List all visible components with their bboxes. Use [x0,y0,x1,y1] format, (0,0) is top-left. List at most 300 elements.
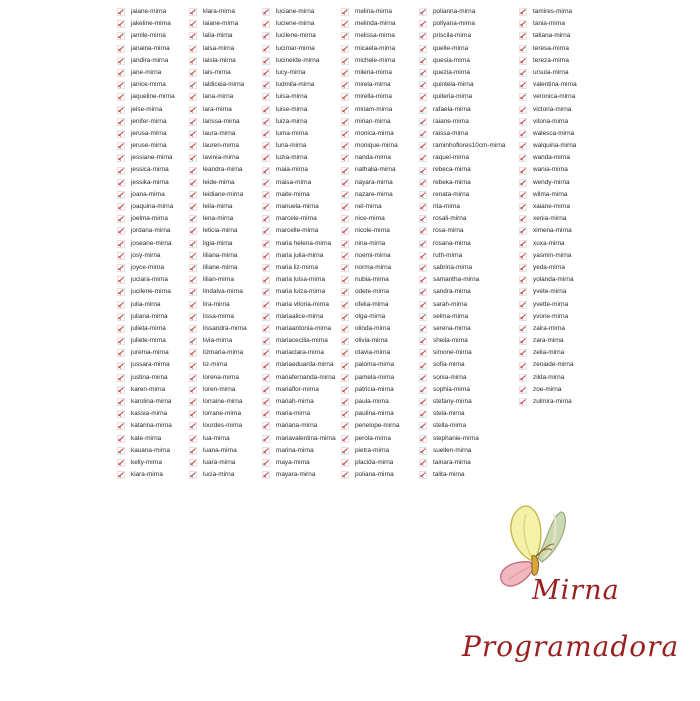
file-item[interactable] [419,372,505,384]
file-item[interactable] [117,18,175,30]
file-name: lizmaria-mirna [203,349,244,357]
file-item[interactable] [117,286,175,298]
file-name: xenia-mirna [533,215,567,223]
file-item[interactable] [341,250,399,262]
file-item[interactable] [341,433,399,445]
file-item[interactable] [419,445,505,457]
file-item[interactable] [189,408,247,420]
file-item[interactable] [519,384,577,396]
file-item[interactable] [519,311,577,323]
file-name: lara-mirna [203,105,232,113]
file-item[interactable] [189,396,247,408]
file-item[interactable] [262,30,336,42]
file-item[interactable] [262,250,336,262]
file-name: luana-mirna [203,446,237,454]
file-item[interactable] [189,213,247,225]
file-item[interactable] [341,91,399,103]
file-item[interactable] [341,116,399,128]
file-item[interactable] [262,225,336,237]
file-item[interactable] [117,250,175,262]
file-item[interactable] [262,43,336,55]
file-item[interactable] [519,347,577,359]
file-item[interactable] [262,457,336,469]
file-item[interactable] [341,359,399,371]
file-item[interactable] [262,238,336,250]
file-item[interactable] [262,408,336,420]
file-item[interactable] [341,335,399,347]
file-item[interactable] [341,299,399,311]
file-name: olga-mirna [355,312,386,320]
file-item[interactable] [262,420,336,432]
embroidery-file-icon [189,154,197,162]
file-item[interactable] [117,79,175,91]
file-item[interactable] [519,250,577,262]
file-item[interactable] [262,347,336,359]
file-item[interactable] [419,6,505,18]
embroidery-file-icon [519,69,527,77]
file-item[interactable] [189,384,247,396]
file-item[interactable] [189,323,247,335]
file-item[interactable] [189,335,247,347]
file-name: lucineide-mirna [276,56,320,64]
file-item[interactable] [519,177,577,189]
file-item[interactable] [117,311,175,323]
file-item[interactable] [419,359,505,371]
file-item[interactable] [117,225,175,237]
file-name: melissa-mirna [355,32,395,40]
embroidery-file-icon [117,264,125,272]
file-item[interactable] [519,140,577,152]
file-item[interactable] [117,43,175,55]
embroidery-file-icon [189,252,197,260]
file-item[interactable] [419,420,505,432]
embroidery-file-icon [117,276,125,284]
embroidery-file-icon [262,374,270,382]
file-item[interactable] [341,408,399,420]
file-name: lindalva-mirna [203,288,243,296]
file-item[interactable] [189,262,247,274]
file-item[interactable] [189,445,247,457]
file-item[interactable] [341,347,399,359]
file-item[interactable] [189,311,247,323]
file-item[interactable] [117,359,175,371]
embroidery-file-icon [419,203,427,211]
file-item[interactable] [117,6,175,18]
embroidery-file-icon [262,81,270,89]
file-item[interactable] [189,299,247,311]
file-item[interactable] [117,274,175,286]
file-item[interactable] [189,30,247,42]
file-item[interactable] [519,18,577,30]
file-item[interactable] [117,384,175,396]
file-item[interactable] [341,469,399,481]
file-item[interactable] [341,457,399,469]
file-item[interactable] [519,104,577,116]
file-item[interactable] [419,79,505,91]
embroidery-file-icon [117,69,125,77]
file-item[interactable] [117,128,175,140]
file-item[interactable] [419,286,505,298]
file-item[interactable] [419,274,505,286]
file-item[interactable] [341,445,399,457]
file-name: julia-mirna [131,300,161,308]
embroidery-file-icon [519,32,527,40]
file-item[interactable] [189,152,247,164]
file-item[interactable] [262,201,336,213]
file-item[interactable] [189,238,247,250]
file-item[interactable] [189,6,247,18]
file-item[interactable] [189,250,247,262]
file-item[interactable] [419,262,505,274]
file-item[interactable] [262,79,336,91]
file-item[interactable] [419,30,505,42]
file-item[interactable] [341,128,399,140]
file-item[interactable] [262,445,336,457]
embroidery-file-icon [117,45,125,53]
file-item[interactable] [419,177,505,189]
embroidery-file-icon [189,325,197,333]
file-item[interactable] [262,177,336,189]
file-name: raiane-mirna [433,117,469,125]
file-item[interactable] [419,335,505,347]
file-item[interactable] [117,116,175,128]
file-item[interactable] [189,67,247,79]
file-name: yvone-mirna [533,312,569,320]
file-name: maya-mirna [276,458,310,466]
file-item[interactable] [117,262,175,274]
embroidery-file-icon [519,167,527,175]
file-item[interactable] [419,238,505,250]
file-item[interactable] [262,262,336,274]
file-item[interactable] [519,299,577,311]
file-item[interactable] [341,55,399,67]
file-item[interactable] [117,299,175,311]
file-item[interactable] [419,347,505,359]
file-item[interactable] [189,140,247,152]
file-item[interactable] [262,18,336,30]
file-name: larissa-mirna [203,117,240,125]
file-item[interactable] [419,323,505,335]
file-item[interactable] [341,274,399,286]
embroidery-file-icon [262,8,270,16]
embroidery-file-icon [419,337,427,345]
file-item[interactable] [419,213,505,225]
file-item[interactable] [189,177,247,189]
file-item[interactable] [117,457,175,469]
file-item[interactable] [189,91,247,103]
file-item[interactable] [262,104,336,116]
file-item[interactable] [341,189,399,201]
file-item[interactable] [519,335,577,347]
file-item[interactable] [262,372,336,384]
file-item[interactable] [519,189,577,201]
file-item[interactable] [262,323,336,335]
file-item[interactable] [419,250,505,262]
file-item[interactable] [419,201,505,213]
embroidery-file-icon [117,471,125,479]
file-name: monica-mirna [355,129,394,137]
file-name: lucia-mirna [203,471,235,479]
file-item[interactable] [189,274,247,286]
file-item[interactable] [117,213,175,225]
file-item[interactable] [519,43,577,55]
file-item[interactable] [189,189,247,201]
file-item[interactable] [262,274,336,286]
file-item[interactable] [117,55,175,67]
embroidery-file-icon [117,227,125,235]
embroidery-file-icon [189,69,197,77]
file-item[interactable] [341,18,399,30]
file-name: loren-mirna [203,385,236,393]
file-item[interactable] [519,116,577,128]
file-item[interactable] [341,262,399,274]
file-item[interactable] [419,433,505,445]
file-item[interactable] [117,177,175,189]
file-item[interactable] [341,201,399,213]
file-item[interactable] [341,286,399,298]
file-item[interactable] [519,6,577,18]
file-item[interactable] [189,347,247,359]
file-item[interactable] [341,372,399,384]
file-name: maria luiza-mirna [276,288,326,296]
file-item[interactable] [341,6,399,18]
file-item[interactable] [189,43,247,55]
file-item[interactable] [189,79,247,91]
file-item[interactable] [519,238,577,250]
file-name: zulmira-mirna [533,398,572,405]
file-item[interactable] [419,457,505,469]
file-name: nayara-mirna [355,178,393,186]
file-item[interactable] [262,433,336,445]
file-item[interactable] [262,67,336,79]
file-item[interactable] [117,335,175,347]
file-item[interactable] [117,140,175,152]
file-item[interactable] [519,274,577,286]
file-item[interactable] [262,164,336,176]
file-item[interactable] [341,177,399,189]
file-item[interactable] [189,55,247,67]
file-item[interactable] [341,213,399,225]
embroidery-file-icon [117,203,125,211]
file-name: jerusa-mirna [131,129,167,137]
embroidery-file-icon [262,93,270,101]
file-item[interactable] [341,396,399,408]
file-item[interactable] [262,116,336,128]
file-item[interactable] [117,91,175,103]
file-name: xaiane-mirna [533,203,570,210]
file-item[interactable] [189,116,247,128]
file-item[interactable] [189,225,247,237]
file-item[interactable] [189,104,247,116]
file-item[interactable] [519,213,577,225]
file-item[interactable] [117,372,175,384]
file-item[interactable] [419,469,505,481]
file-item[interactable] [519,91,577,103]
file-item[interactable] [189,286,247,298]
file-item[interactable] [262,335,336,347]
embroidery-file-icon [341,325,349,333]
file-item[interactable] [341,152,399,164]
file-item[interactable] [262,152,336,164]
embroidery-file-icon [189,459,197,467]
file-item[interactable] [419,311,505,323]
file-name: joelma-mirna [131,215,168,223]
file-name: otavia-mirna [355,349,391,357]
file-item[interactable] [262,311,336,323]
file-item[interactable] [341,238,399,250]
file-name: karen-mirna [131,385,166,393]
file-item[interactable] [262,91,336,103]
file-name: mariana-mirna [276,422,318,430]
file-item[interactable] [419,43,505,55]
embroidery-file-icon [419,167,427,175]
embroidery-file-icon [117,435,125,443]
file-name: luciene-mirna [276,20,315,28]
file-item[interactable] [117,30,175,42]
file-item[interactable] [117,445,175,457]
file-item[interactable] [519,396,577,408]
file-item[interactable] [519,55,577,67]
file-item[interactable] [419,408,505,420]
file-item[interactable] [117,408,175,420]
file-item[interactable] [117,420,175,432]
embroidery-file-icon [189,349,197,357]
file-item[interactable] [419,128,505,140]
file-name: nicole-mirna [355,227,390,235]
file-item[interactable] [419,384,505,396]
file-item[interactable] [519,164,577,176]
file-item[interactable] [419,140,505,152]
file-item[interactable] [341,140,399,152]
file-item[interactable] [341,30,399,42]
embroidery-file-icon [262,362,270,370]
file-item[interactable] [117,238,175,250]
file-item[interactable] [341,67,399,79]
file-item[interactable] [341,164,399,176]
file-item[interactable] [262,299,336,311]
embroidery-file-icon [262,191,270,199]
file-item[interactable] [419,396,505,408]
embroidery-file-icon [117,386,125,394]
file-item[interactable] [519,30,577,42]
file-item[interactable] [117,323,175,335]
file-item[interactable] [341,225,399,237]
file-item[interactable] [117,201,175,213]
file-item[interactable] [262,384,336,396]
file-item[interactable] [341,104,399,116]
file-item[interactable] [117,396,175,408]
file-item[interactable] [189,18,247,30]
file-item[interactable] [419,55,505,67]
embroidery-file-icon [341,288,349,296]
embroidery-file-icon [341,422,349,430]
file-item[interactable] [519,359,577,371]
file-name: noemi-mirna [355,251,391,259]
file-item[interactable] [519,128,577,140]
file-item[interactable] [189,372,247,384]
file-item[interactable] [419,67,505,79]
file-item[interactable] [419,189,505,201]
embroidery-file-icon [117,349,125,357]
file-name: raminhoflores10cm-mirna [433,142,506,150]
file-item[interactable] [519,225,577,237]
file-item[interactable] [262,140,336,152]
embroidery-file-icon [519,301,527,309]
file-item[interactable] [117,164,175,176]
file-item[interactable] [519,262,577,274]
file-name: lana-mirna [203,93,234,101]
file-item[interactable] [341,79,399,91]
file-item[interactable] [341,311,399,323]
file-item[interactable] [262,396,336,408]
file-item[interactable] [189,164,247,176]
file-name: selma-mirna [433,312,469,320]
file-item[interactable] [419,152,505,164]
file-item[interactable] [189,469,247,481]
file-item[interactable] [519,372,577,384]
file-item[interactable] [189,433,247,445]
file-item[interactable] [262,55,336,67]
file-item[interactable] [419,91,505,103]
file-item[interactable] [117,189,175,201]
file-item[interactable] [262,286,336,298]
file-item[interactable] [519,286,577,298]
file-item[interactable] [117,469,175,481]
file-item[interactable] [419,164,505,176]
file-item[interactable] [262,189,336,201]
file-item[interactable] [419,116,505,128]
file-item[interactable] [189,359,247,371]
embroidery-file-icon [189,106,197,114]
file-item[interactable] [341,420,399,432]
file-item[interactable] [341,43,399,55]
file-item[interactable] [262,469,336,481]
file-item[interactable] [519,201,577,213]
file-item[interactable] [419,18,505,30]
file-item[interactable] [117,347,175,359]
file-item[interactable] [189,457,247,469]
file-item[interactable] [419,225,505,237]
file-item[interactable] [189,420,247,432]
file-item[interactable] [262,213,336,225]
file-name: olinda-mirna [355,324,391,332]
file-name: jurema-mirna [131,349,169,357]
file-item[interactable] [262,359,336,371]
file-item[interactable] [519,79,577,91]
file-item[interactable] [341,384,399,396]
file-item[interactable] [117,104,175,116]
file-item[interactable] [117,67,175,79]
file-item[interactable] [519,67,577,79]
file-item[interactable] [189,201,247,213]
file-name: joseane-mirna [131,239,172,247]
file-item[interactable] [341,323,399,335]
file-item[interactable] [189,128,247,140]
embroidery-file-icon [341,57,349,65]
file-item[interactable] [117,433,175,445]
file-item[interactable] [262,128,336,140]
file-name: tamires-mirna [533,8,573,15]
embroidery-file-icon [117,422,125,430]
file-item[interactable] [419,104,505,116]
file-item[interactable] [117,152,175,164]
embroidery-file-icon [262,325,270,333]
file-item[interactable] [519,152,577,164]
file-item[interactable] [262,6,336,18]
file-name: leidiane-mirna [203,190,244,198]
file-item[interactable] [519,323,577,335]
file-item[interactable] [419,299,505,311]
